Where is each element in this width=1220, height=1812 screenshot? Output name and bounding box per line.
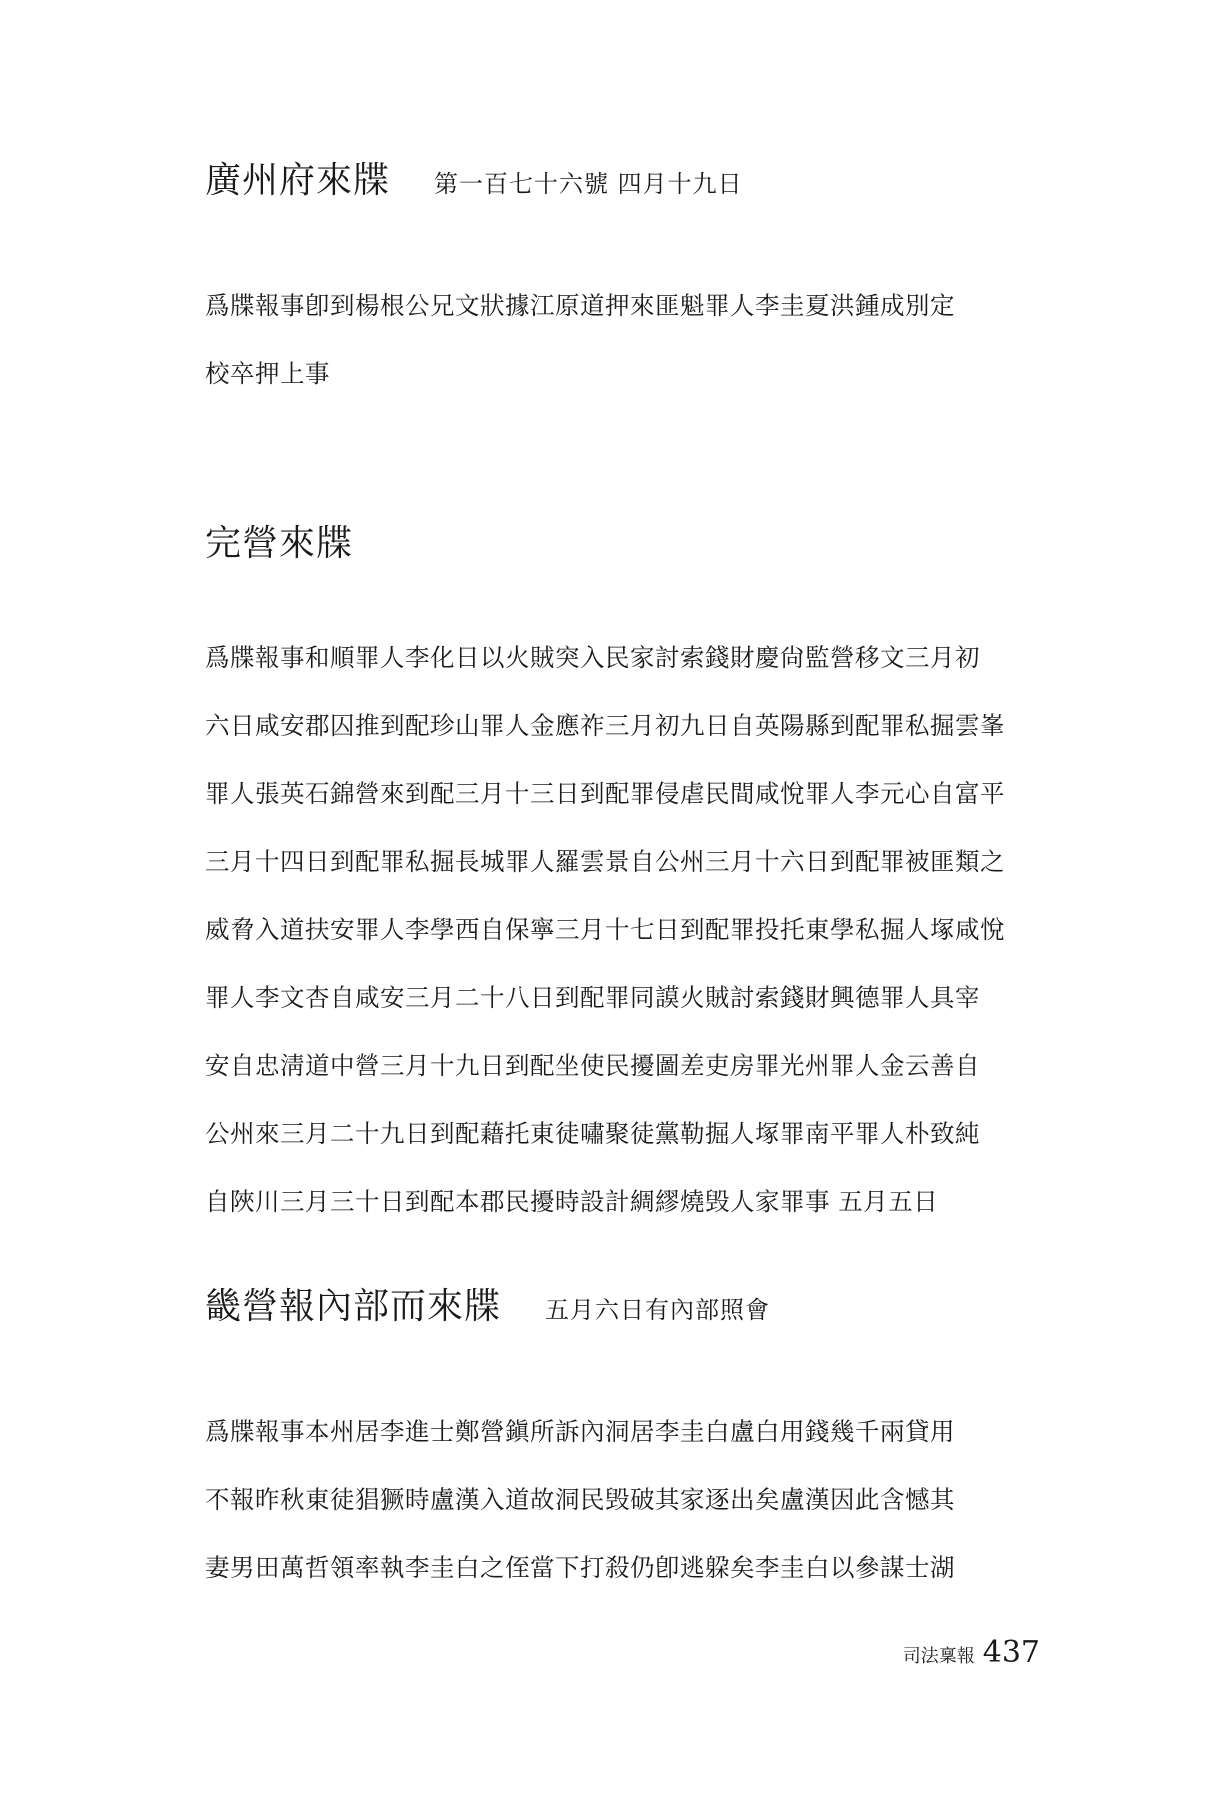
- body-line: 罪人張英石錦營來到配三月十三日到配罪侵虐民間咸悅罪人李元心自富平: [205, 779, 1005, 808]
- section-1-body: [205, 272, 1050, 408]
- body-line: 爲牒報事本州居李進士鄭營鎭所訴內洞居李圭白盧白用錢幾千兩貸用: [205, 1417, 955, 1446]
- body-line: 校卒押上事: [205, 359, 330, 388]
- section-1-subtitle: 第一百七十六號 四月十九日: [434, 170, 743, 198]
- section-3-heading: [205, 1278, 770, 1329]
- body-line: 不報昨秋東徒猖獗時盧漢入道故洞民毁破其家逐出矣盧漢因此含憾其: [205, 1485, 955, 1514]
- publication-name: 司法稟報: [902, 1646, 975, 1667]
- section-3-subtitle: 五月六日有內部照會: [545, 1296, 771, 1324]
- page-footer: [903, 1635, 1040, 1670]
- body-line: 自陜川三月三十日到配本郡民擾時設計綢繆燒毁人家罪事 五月五日: [205, 1187, 939, 1216]
- page-number: 437: [982, 1635, 1040, 1670]
- section-1-title: 廣州府來牒: [205, 160, 391, 201]
- body-line: 爲牒報事卽到楊根公兄文狀據江原道押來匪魁罪人李圭夏洪鍾成別定: [205, 291, 955, 320]
- section-1-heading: [205, 152, 743, 203]
- body-line: 威脅入道扶安罪人李學西自保寧三月十七日到配罪投托東學私掘人塚咸悅: [205, 915, 1005, 944]
- body-line: 六日咸安郡囚推到配珍山罪人金應祚三月初九日自英陽縣到配罪私掘雲峯: [205, 711, 1005, 740]
- body-line: 妻男田萬哲領率執李圭白之侄當下打殺仍卽逃躱矣李圭白以參謀士湖: [205, 1553, 955, 1582]
- section-3-title: 畿營報內部而來牒: [205, 1286, 502, 1327]
- section-2-heading: [205, 515, 353, 566]
- body-line: 罪人李文杏自咸安三月二十八日到配罪同謨火賊討索錢財興德罪人具宰: [205, 983, 980, 1012]
- section-2-title: 完營來牒: [205, 523, 354, 564]
- section-2-body: [205, 624, 1050, 1236]
- body-line: 安自忠淸道中營三月十九日到配坐使民擾圖差吏房罪光州罪人金云善自: [205, 1051, 980, 1080]
- body-line: 爲牒報事和順罪人李化日以火賊突入民家討索錢財慶尙監營移文三月初: [205, 643, 980, 672]
- body-line: 公州來三月二十九日到配藉托東徒嘯聚徒黨勒掘人塚罪南平罪人朴致純: [205, 1119, 980, 1148]
- section-3-body: [205, 1398, 1050, 1602]
- body-line: 三月十四日到配罪私掘長城罪人羅雲景自公州三月十六日到配罪被匪類之: [205, 847, 1005, 876]
